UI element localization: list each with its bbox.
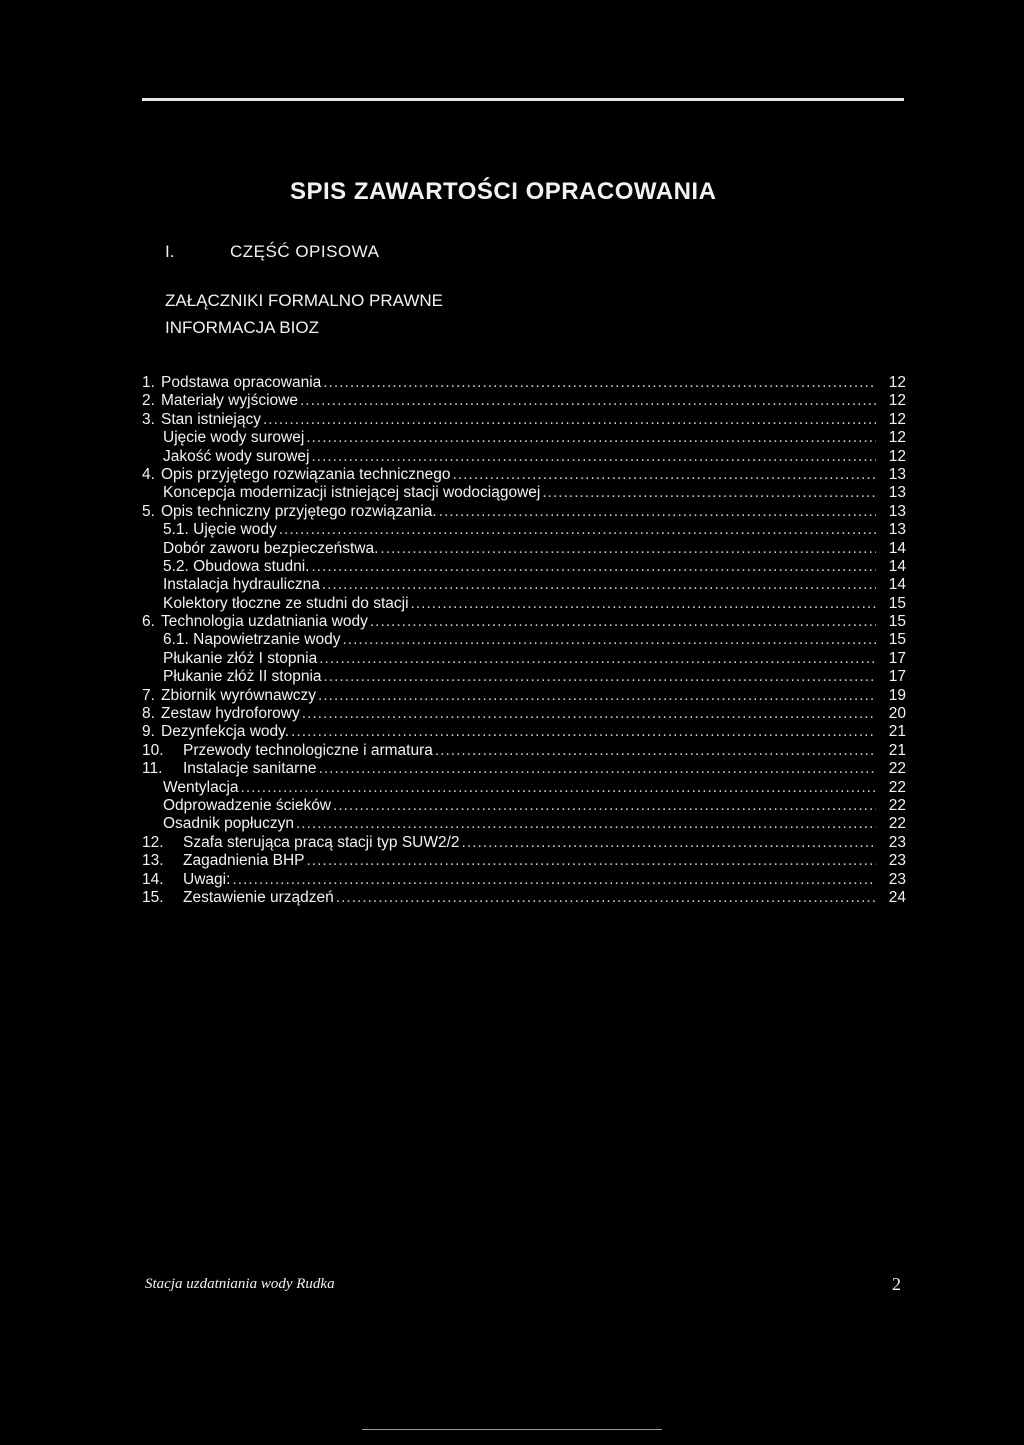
toc-entry-page: 12 — [888, 429, 906, 447]
toc-leader-dots — [411, 595, 876, 613]
toc-entry[interactable] — [142, 503, 906, 521]
toc-entry-page: 13 — [888, 465, 906, 483]
toc-leader-dots — [435, 742, 876, 760]
toc-entry-title: Uwagi: — [183, 870, 231, 888]
footer-document-name: Stacja uzdatniania wody Rudka — [145, 1276, 335, 1292]
section-label: CZĘŚĆ OPISOWA — [230, 242, 380, 261]
toc-entry-page: 12 — [888, 410, 906, 428]
toc-entry[interactable] — [142, 429, 906, 447]
toc-entry-number: 3. — [142, 410, 155, 428]
toc-entry-number: 15. — [142, 888, 164, 906]
toc-entry-number: 12. — [142, 833, 164, 851]
toc-entry-page: 13 — [888, 502, 906, 520]
toc-leader-dots — [241, 779, 876, 797]
toc-entry-page: 23 — [888, 870, 906, 888]
toc-entry-title: Zestaw hydroforowy — [161, 705, 300, 723]
toc-leader-dots — [302, 705, 876, 723]
toc-entry[interactable] — [142, 668, 906, 686]
toc-entry-title: Ujęcie wody surowej — [163, 429, 305, 447]
toc-entry-page: 14 — [888, 557, 906, 575]
annex-formal-legal: ZAŁĄCZNIKI FORMALNO PRAWNE — [165, 291, 444, 310]
toc-leader-dots — [333, 797, 876, 815]
toc-entry-title: Dobór zaworu bezpieczeństwa. — [163, 539, 379, 557]
toc-entry[interactable] — [142, 742, 906, 760]
toc-entry-page: 15 — [888, 613, 906, 631]
toc-leader-dots — [324, 668, 876, 686]
toc-entry[interactable] — [142, 448, 906, 466]
toc-entry-page: 22 — [888, 815, 906, 833]
toc-leader-dots — [263, 411, 876, 429]
toc-entry-page: 21 — [888, 741, 906, 759]
toc-entry-title: Instalacje sanitarne — [183, 760, 317, 778]
toc-entry-title: 6.1. Napowietrzanie wody — [163, 631, 341, 649]
toc-leader-dots — [319, 650, 876, 668]
toc-entry-page: 15 — [888, 594, 906, 612]
toc-entry[interactable] — [142, 540, 906, 558]
toc-entry-title: Dezynfekcja wody. — [161, 723, 290, 741]
toc-entry-title: Instalacja hydrauliczna — [163, 576, 320, 594]
toc-entry[interactable] — [142, 687, 906, 705]
toc-leader-dots — [343, 631, 877, 649]
toc-entry[interactable] — [142, 650, 906, 668]
toc-entry-page: 17 — [888, 668, 906, 686]
toc-leader-dots — [370, 613, 876, 631]
toc-leader-dots — [232, 871, 876, 889]
toc-leader-dots — [279, 521, 876, 539]
toc-entry[interactable] — [142, 797, 906, 815]
toc-entry[interactable] — [142, 595, 906, 613]
toc-entry-title: Płukanie złóż II stopnia — [163, 668, 322, 686]
toc-entry-page: 23 — [888, 852, 906, 870]
toc-entry-title: Materiały wyjściowe — [161, 392, 298, 410]
toc-entry-number: 1. — [142, 374, 155, 391]
toc-leader-dots — [380, 540, 876, 558]
toc-entry-page: 23 — [888, 833, 906, 851]
toc-leader-dots — [300, 392, 876, 410]
toc-entry[interactable] — [142, 723, 906, 741]
toc-entry-page: 13 — [888, 484, 906, 502]
toc-entry-page: 14 — [888, 539, 906, 557]
toc-leader-dots — [542, 484, 876, 502]
toc-entry-title: Odprowadzenie ścieków — [163, 796, 332, 814]
toc-entry-number: 9. — [142, 723, 155, 741]
toc-entry-page: 12 — [888, 374, 906, 391]
toc-leader-dots — [312, 558, 877, 576]
toc-entry-number: 6. — [142, 613, 155, 631]
toc-entry-title: Technologia uzdatniania wody — [161, 613, 368, 631]
table-of-contents — [142, 374, 906, 907]
toc-entry[interactable] — [142, 760, 906, 778]
toc-leader-dots — [318, 687, 876, 705]
toc-entry-number: 2. — [142, 392, 155, 410]
toc-entry-title: 5.2. Obudowa studni. — [163, 557, 310, 575]
toc-entry[interactable] — [142, 779, 906, 797]
toc-entry-title: Przewody technologiczne i armatura — [183, 741, 433, 759]
toc-entry-page: 12 — [888, 392, 906, 410]
toc-leader-dots — [296, 815, 876, 833]
toc-entry[interactable] — [142, 815, 906, 833]
toc-entry[interactable] — [142, 852, 906, 870]
toc-entry-title: Koncepcja modernizacji istniejącej stacji wodociągowej — [163, 484, 541, 502]
toc-entry[interactable] — [142, 558, 906, 576]
annex-bioz: INFORMACJA BIOZ — [165, 318, 319, 337]
toc-leader-dots — [453, 466, 877, 484]
toc-leader-dots — [439, 503, 876, 521]
toc-entry-number: 13. — [142, 852, 164, 870]
toc-entry-page: 14 — [888, 576, 906, 594]
toc-entry-page: 15 — [888, 631, 906, 649]
toc-entry[interactable] — [142, 521, 906, 539]
toc-entry-title: Podstawa opracowania — [161, 374, 322, 391]
toc-leader-dots — [336, 889, 876, 907]
toc-entry-page: 21 — [888, 723, 906, 741]
toc-entry-title: Opis przyjętego rozwiązania technicznego — [161, 465, 451, 483]
bottom-rule — [362, 1429, 662, 1430]
toc-leader-dots — [306, 429, 876, 447]
footer-page-number: 2 — [892, 1274, 901, 1294]
top-rule — [142, 98, 904, 101]
toc-entry-number: 5. — [142, 502, 155, 520]
toc-entry-title: Osadnik popłuczyn — [163, 815, 294, 833]
toc-entry-page: 19 — [888, 686, 906, 704]
toc-entry[interactable] — [142, 871, 906, 889]
toc-entry[interactable] — [142, 466, 906, 484]
toc-entry[interactable] — [142, 576, 906, 594]
toc-entry[interactable] — [142, 889, 906, 907]
toc-leader-dots — [307, 852, 877, 870]
toc-entry[interactable] — [142, 705, 906, 723]
toc-entry-page: 17 — [888, 649, 906, 667]
toc-entry-number: 4. — [142, 465, 155, 483]
toc-entry-page: 22 — [888, 778, 906, 796]
toc-entry-title: Opis techniczny przyjętego rozwiązania. — [161, 502, 437, 520]
toc-leader-dots — [291, 723, 876, 741]
toc-entry-title: Zbiornik wyrównawczy — [161, 686, 317, 704]
toc-entry[interactable] — [142, 484, 906, 502]
toc-entry[interactable] — [142, 834, 906, 852]
toc-entry-number: 8. — [142, 705, 155, 723]
toc-entry-page: 20 — [888, 705, 906, 723]
toc-entry-page: 24 — [888, 888, 906, 906]
toc-entry-title: Wentylacja — [163, 778, 239, 796]
toc-entry-title: Kolektory tłoczne ze studni do stacji — [163, 594, 409, 612]
toc-entry[interactable] — [142, 613, 906, 631]
toc-entry-page: 13 — [888, 521, 906, 539]
toc-leader-dots — [311, 448, 876, 466]
toc-entry-number: 7. — [142, 686, 155, 704]
toc-leader-dots — [323, 374, 876, 392]
section-number: I. — [165, 242, 175, 261]
toc-entry-title: 5.1. Ujęcie wody — [163, 521, 277, 539]
toc-entry-title: Zestawienie urządzeń — [183, 888, 334, 906]
toc-entry[interactable] — [142, 411, 906, 429]
toc-entry-title: Jakość wody surowej — [163, 447, 310, 465]
toc-entry[interactable] — [142, 392, 906, 410]
toc-entry-number: 11. — [142, 760, 163, 778]
toc-entry-number: 10. — [142, 741, 164, 759]
toc-leader-dots — [319, 760, 876, 778]
toc-entry-page: 22 — [888, 796, 906, 814]
page-title: SPIS ZAWARTOŚCI OPRACOWANIA — [290, 178, 717, 205]
toc-entry-number: 14. — [142, 870, 164, 888]
toc-leader-dots — [322, 576, 876, 594]
toc-entry-title: Szafa sterująca pracą stacji typ SUW2/2 — [183, 833, 460, 851]
toc-leader-dots — [462, 834, 876, 852]
toc-entry[interactable] — [142, 374, 906, 392]
toc-entry-title: Stan istniejący — [161, 410, 261, 428]
toc-entry-title: Płukanie złóż I stopnia — [163, 649, 318, 667]
toc-entry-page: 22 — [888, 760, 906, 778]
toc-entry-title: Zagadnienia BHP — [183, 852, 305, 870]
toc-entry-page: 12 — [888, 447, 906, 465]
toc-entry[interactable] — [142, 631, 906, 649]
